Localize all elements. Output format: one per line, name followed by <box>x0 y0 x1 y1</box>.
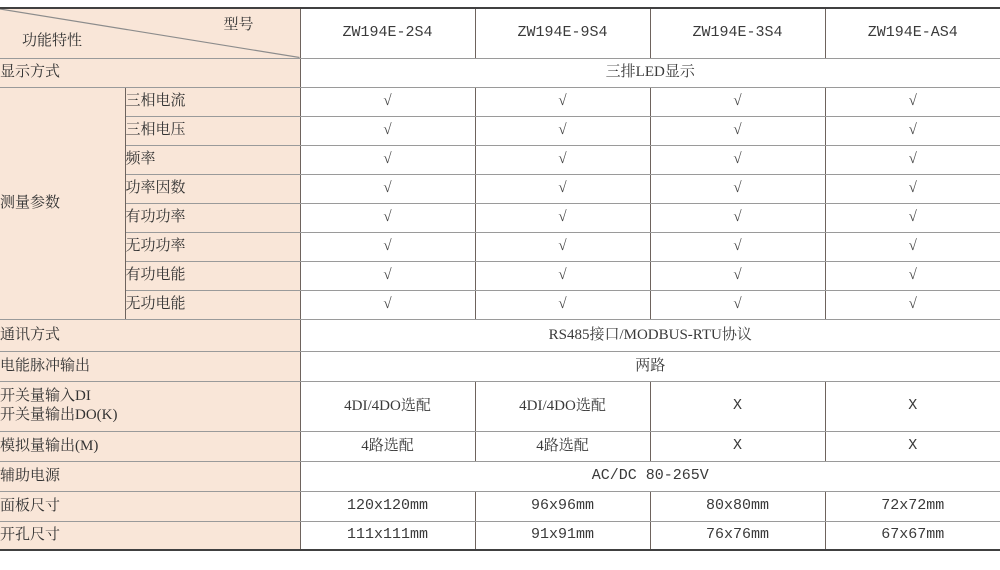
row-label-comm: 通讯方式 <box>0 319 300 351</box>
panel-size-value: 96x96mm <box>475 491 650 521</box>
row-label-display: 显示方式 <box>0 58 300 87</box>
analog-value: 4路选配 <box>475 431 650 461</box>
row-label-aux: 辅助电源 <box>0 461 300 491</box>
measurement-item-label: 频率 <box>125 145 300 174</box>
check-cell: √ <box>650 145 825 174</box>
check-cell: √ <box>300 116 475 145</box>
check-cell: √ <box>825 261 1000 290</box>
measurement-item-label: 有功电能 <box>125 261 300 290</box>
row-label-measurement-group: 测量参数 <box>0 87 125 319</box>
check-cell: √ <box>650 87 825 116</box>
measurement-row <box>0 232 1000 261</box>
corner-header-cell <box>0 8 300 58</box>
analog-value: 4路选配 <box>300 431 475 461</box>
analog-value: X <box>825 431 1000 461</box>
check-cell: √ <box>300 232 475 261</box>
measurement-item-label: 无功电能 <box>125 290 300 319</box>
model-header: ZW194E-2S4 <box>300 8 475 58</box>
display-row <box>0 58 1000 87</box>
comm-value: RS485接口/MODBUS-RTU协议 <box>300 319 1000 351</box>
check-cell: √ <box>300 87 475 116</box>
dio-row <box>0 381 1000 431</box>
measurement-row <box>0 203 1000 232</box>
check-cell: √ <box>300 203 475 232</box>
dio-value: 4DI/4DO选配 <box>300 381 475 431</box>
cutout-size-value: 76x76mm <box>650 521 825 550</box>
panel-size-value: 72x72mm <box>825 491 1000 521</box>
pulse-row <box>0 351 1000 381</box>
measurement-row <box>0 174 1000 203</box>
measurement-item-label: 无功功率 <box>125 232 300 261</box>
measurement-row <box>0 87 1000 116</box>
check-cell: √ <box>650 232 825 261</box>
pulse-value: 两路 <box>300 351 1000 381</box>
corner-label-model: 型号 <box>223 17 254 33</box>
check-cell: √ <box>650 261 825 290</box>
measurement-item-label: 有功功率 <box>125 203 300 232</box>
measurement-row <box>0 261 1000 290</box>
check-cell: √ <box>825 116 1000 145</box>
model-header: ZW194E-3S4 <box>650 8 825 58</box>
model-header: ZW194E-9S4 <box>475 8 650 58</box>
comm-row <box>0 319 1000 351</box>
corner-label-features: 功能特性 <box>22 32 83 49</box>
panel-size-value: 80x80mm <box>650 491 825 521</box>
panel-size-row <box>0 491 1000 521</box>
check-cell: √ <box>475 116 650 145</box>
measurement-row <box>0 145 1000 174</box>
row-label-analog: 模拟量输出(M) <box>0 431 300 461</box>
check-cell: √ <box>475 261 650 290</box>
check-cell: √ <box>825 290 1000 319</box>
check-cell: √ <box>825 203 1000 232</box>
measurement-item-label: 功率因数 <box>125 174 300 203</box>
measurement-item-label: 三相电流 <box>125 87 300 116</box>
cutout-size-value: 67x67mm <box>825 521 1000 550</box>
cutout-size-row <box>0 521 1000 550</box>
cutout-size-value: 111x111mm <box>300 521 475 550</box>
check-cell: √ <box>475 174 650 203</box>
dio-value: X <box>825 381 1000 431</box>
check-cell: √ <box>300 174 475 203</box>
header-row <box>0 8 1000 58</box>
aux-value: AC/DC 80-265V <box>300 461 1000 491</box>
dio-label-line2: 开关量输出DO(K) <box>0 407 118 423</box>
aux-power-row <box>0 461 1000 491</box>
panel-size-value: 120x120mm <box>300 491 475 521</box>
row-label-cutout: 开孔尺寸 <box>0 521 300 550</box>
check-cell: √ <box>650 203 825 232</box>
check-cell: √ <box>650 174 825 203</box>
check-cell: √ <box>825 145 1000 174</box>
dio-value: X <box>650 381 825 431</box>
row-label-panel: 面板尺寸 <box>0 491 300 521</box>
row-label-pulse: 电能脉冲输出 <box>0 351 300 381</box>
check-cell: √ <box>475 232 650 261</box>
analog-row <box>0 431 1000 461</box>
row-label-dio <box>0 381 300 431</box>
model-header: ZW194E-AS4 <box>825 8 1000 58</box>
check-cell: √ <box>300 145 475 174</box>
check-cell: √ <box>650 290 825 319</box>
dio-value: 4DI/4DO选配 <box>475 381 650 431</box>
check-cell: √ <box>475 87 650 116</box>
cutout-size-value: 91x91mm <box>475 521 650 550</box>
check-cell: √ <box>300 261 475 290</box>
check-cell: √ <box>475 203 650 232</box>
measurement-row <box>0 116 1000 145</box>
check-cell: √ <box>825 87 1000 116</box>
check-cell: √ <box>475 145 650 174</box>
check-cell: √ <box>475 290 650 319</box>
analog-value: X <box>650 431 825 461</box>
check-cell: √ <box>825 174 1000 203</box>
dio-label-line1: 开关量输入DI <box>0 388 91 405</box>
measurement-row <box>0 290 1000 319</box>
check-cell: √ <box>650 116 825 145</box>
display-value: 三排LED显示 <box>300 58 1000 87</box>
measurement-item-label: 三相电压 <box>125 116 300 145</box>
check-cell: √ <box>300 290 475 319</box>
spec-table <box>0 7 1000 551</box>
check-cell: √ <box>825 232 1000 261</box>
